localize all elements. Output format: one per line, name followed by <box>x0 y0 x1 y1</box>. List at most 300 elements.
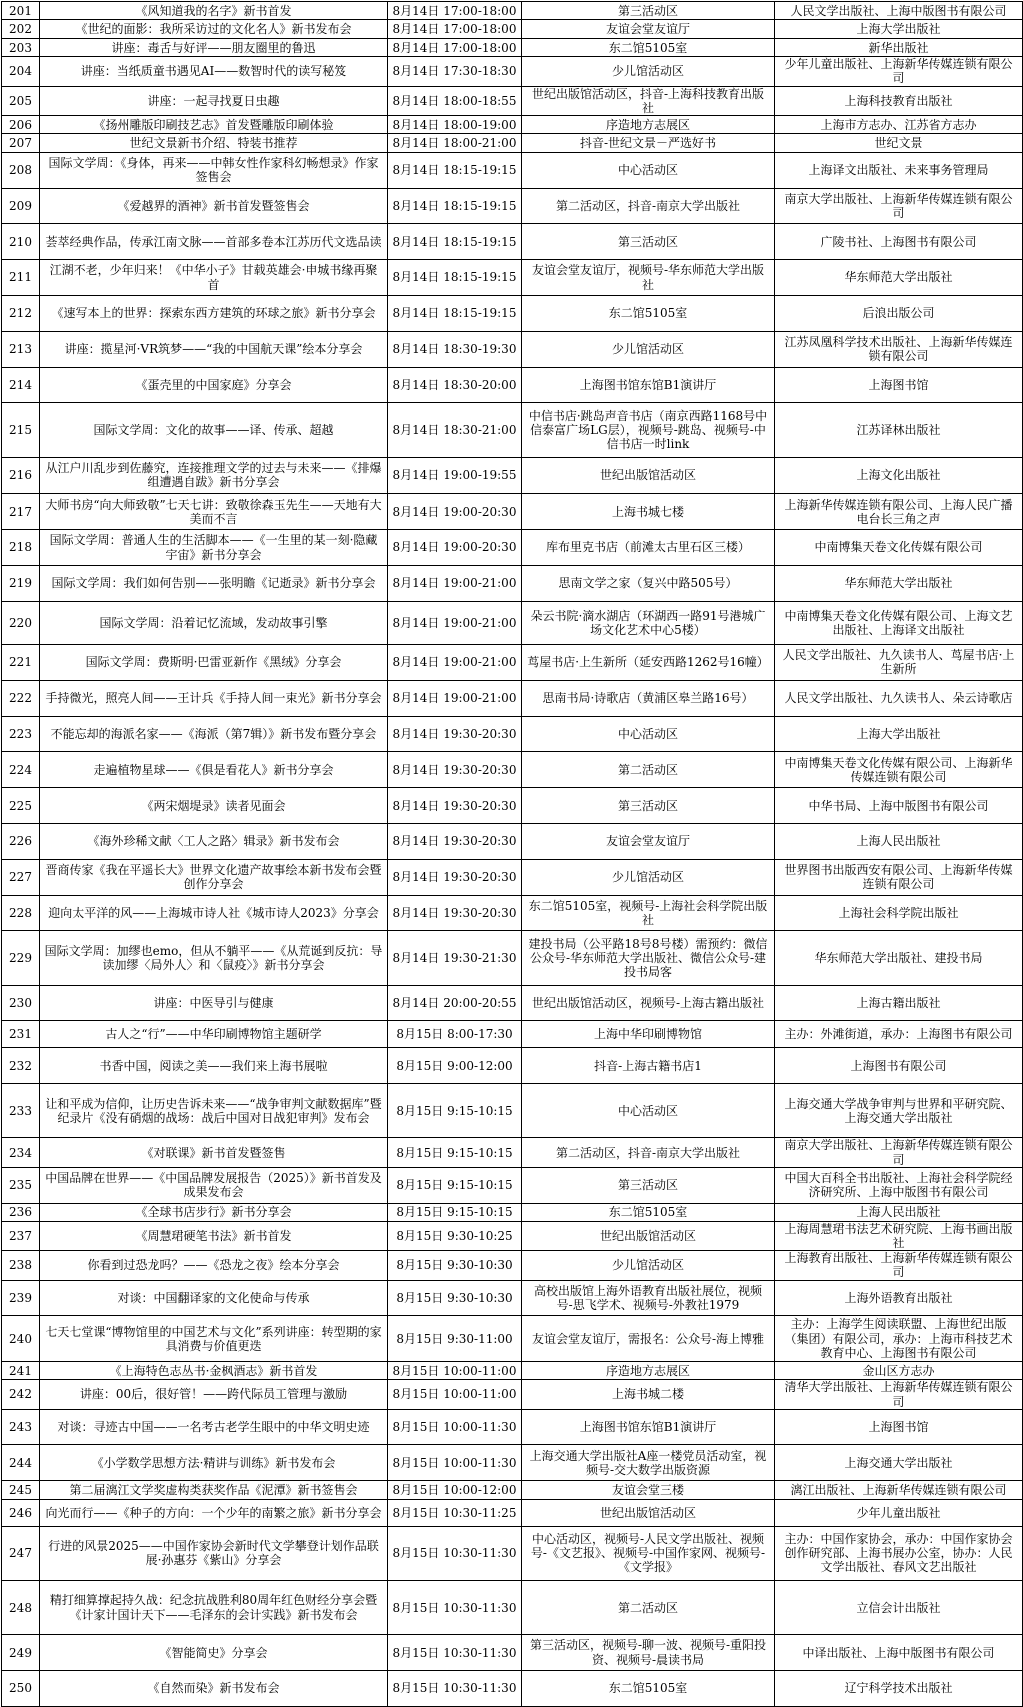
table-row <box>2 1481 1023 1499</box>
event-organizer: 清华大学出版社、上海新华传媒连锁有限公司 <box>775 1380 1023 1409</box>
row-number: 204 <box>2 57 40 86</box>
table-row <box>2 1409 1023 1445</box>
event-title: 荟萃经典作品，传承江南文脉——首部多卷本江苏历代文选品读 <box>40 224 388 260</box>
event-venue: 上海中华印刷博物馆 <box>522 1021 775 1048</box>
event-organizer: 广陵书社、上海图书有限公司 <box>775 224 1023 260</box>
table-row <box>2 1280 1023 1316</box>
event-time: 8月15日 10:30-11:30 <box>388 1581 522 1635</box>
row-number: 236 <box>2 1203 40 1221</box>
row-number: 210 <box>2 224 40 260</box>
event-title: 向光而行——《种子的方向：一个少年的南繁之旅》新书分享会 <box>40 1499 388 1526</box>
row-number: 250 <box>2 1671 40 1707</box>
event-time: 8月14日 19:00-19:55 <box>388 457 522 494</box>
event-title: 大师书房“向大师致敬”七天七讲：致敬徐森玉先生——天地有大美而不言 <box>40 494 388 530</box>
event-venue: 中心活动区 <box>522 716 775 752</box>
event-title: 精打细算撑起持久战：纪念抗战胜利80周年红色财经分享会暨《计家计国计天下——毛泽东的会计实践》新书发布会 <box>40 1581 388 1635</box>
event-time: 8月14日 18:30-20:00 <box>388 367 522 403</box>
table-row <box>2 1635 1023 1671</box>
event-title: 世纪文景新书介绍、特装书推荐 <box>40 134 388 152</box>
row-number: 206 <box>2 115 40 133</box>
table-row <box>2 1581 1023 1635</box>
row-number: 226 <box>2 824 40 860</box>
event-title: 国际文学周：费斯明·巴雷亚新作《黑绒》分享会 <box>40 645 388 681</box>
event-time: 8月15日 10:30-11:25 <box>388 1499 522 1526</box>
event-time: 8月15日 10:00-11:30 <box>388 1409 522 1445</box>
event-venue: 世纪出版馆活动区，抖音-上海科技教育出版社 <box>522 86 775 115</box>
event-organizer: 上海人民出版社 <box>775 1203 1023 1221</box>
event-title: 七天七堂课“博物馆里的中国艺术与文化”系列讲座：转型期的家具消费与价值更迭 <box>40 1316 388 1362</box>
row-number: 209 <box>2 188 40 224</box>
event-venue: 上海图书馆东馆B1演讲厅 <box>522 1409 775 1445</box>
table-row <box>2 152 1023 188</box>
event-venue: 友谊会堂三楼 <box>522 1481 775 1499</box>
row-number: 213 <box>2 331 40 367</box>
table-row <box>2 565 1023 601</box>
event-organizer: 人民文学出版社、九久读书人、朵云诗歌店 <box>775 680 1023 716</box>
event-title: 让和平成为信仰，让历史告诉未来——“战争审判文献数据库”暨纪录片《没有硝烟的战场：战后中国对日战犯审判》发布会 <box>40 1084 388 1138</box>
event-organizer: 主办：上海学生阅读联盟、上海世纪出版（集团）有限公司，承办：上海市科技艺术教育中心、上海图书有限公司 <box>775 1316 1023 1362</box>
event-title: 国际文学周：我们如何告别——张明瞻《记逝录》新书分享会 <box>40 565 388 601</box>
table-row <box>2 1499 1023 1526</box>
row-number: 208 <box>2 152 40 188</box>
event-venue: 库布里克书店（前滩太古里石区三楼） <box>522 530 775 566</box>
event-time: 8月15日 10:00-11:30 <box>388 1445 522 1481</box>
event-venue: 第三活动区，视频号-聊一波、视频号-重阳投资、视频号-晨读书局 <box>522 1635 775 1671</box>
event-organizer: 华东师范大学出版社、建投书局 <box>775 931 1023 985</box>
event-time: 8月14日 19:00-21:00 <box>388 565 522 601</box>
row-number: 215 <box>2 403 40 457</box>
event-time: 8月14日 17:30-18:30 <box>388 57 522 86</box>
event-time: 8月14日 19:00-21:00 <box>388 645 522 681</box>
row-number: 244 <box>2 1445 40 1481</box>
table-row <box>2 38 1023 56</box>
event-title: 走遍植物星球——《俱是看花人》新书分享会 <box>40 752 388 788</box>
event-organizer: 上海社会科学院出版社 <box>775 895 1023 931</box>
event-title: 讲座：当纸质童书遇见AI——数智时代的读写秘笈 <box>40 57 388 86</box>
event-time: 8月14日 17:00-18:00 <box>388 38 522 56</box>
event-organizer: 新华出版社 <box>775 38 1023 56</box>
row-number: 202 <box>2 20 40 38</box>
event-venue: 第二活动区 <box>522 752 775 788</box>
row-number: 203 <box>2 38 40 56</box>
event-title: 手持微光，照亮人间——王计兵《手持人间一束光》新书分享会 <box>40 680 388 716</box>
event-organizer: 南京大学出版社、上海新华传媒连锁有限公司 <box>775 1138 1023 1167</box>
row-number: 222 <box>2 680 40 716</box>
event-organizer: 江苏凤凰科学技术出版社、上海新华传媒连锁有限公司 <box>775 331 1023 367</box>
table-row <box>2 1084 1023 1138</box>
table-row <box>2 788 1023 824</box>
event-organizer: 南京大学出版社、上海新华传媒连锁有限公司 <box>775 188 1023 224</box>
table-row <box>2 895 1023 931</box>
event-title: 古人之“行”——中华印刷博物馆主题研学 <box>40 1021 388 1048</box>
event-organizer: 华东师范大学出版社 <box>775 260 1023 296</box>
row-number: 231 <box>2 1021 40 1048</box>
event-time: 8月15日 9:00-12:00 <box>388 1048 522 1084</box>
event-title: 《周慧珺硬笔书法》新书首发 <box>40 1221 388 1250</box>
event-time: 8月14日 18:00-21:00 <box>388 134 522 152</box>
event-time: 8月14日 19:30-20:30 <box>388 859 522 895</box>
event-title: 《小学数学思想方法·精讲与训练》新书发布会 <box>40 1445 388 1481</box>
event-time: 8月14日 17:00-18:00 <box>388 20 522 38</box>
event-venue: 少儿馆活动区 <box>522 331 775 367</box>
event-organizer: 上海大学出版社 <box>775 716 1023 752</box>
row-number: 229 <box>2 931 40 985</box>
event-organizer: 江苏译林出版社 <box>775 403 1023 457</box>
event-time: 8月14日 18:15-19:15 <box>388 188 522 224</box>
event-organizer: 中南博集天卷文化传媒有限公司、上海新华传媒连锁有限公司 <box>775 752 1023 788</box>
table-row <box>2 1167 1023 1203</box>
table-row <box>2 1380 1023 1409</box>
event-venue: 东二馆5105室 <box>522 1671 775 1707</box>
event-title: 晋商传家《我在平遥长大》世界文化遗产故事绘本新书发布会暨创作分享会 <box>40 859 388 895</box>
row-number: 220 <box>2 601 40 644</box>
event-venue: 世纪出版馆活动区 <box>522 1499 775 1526</box>
row-number: 242 <box>2 1380 40 1409</box>
event-venue: 东二馆5105室，视频号-上海社会科学院出版社 <box>522 895 775 931</box>
event-organizer: 人民文学出版社、九久读书人、茑屋书店·上生新所 <box>775 645 1023 681</box>
event-venue: 中信书店·跳岛声音书店（南京西路1168号中信泰富广场LG层），视频号-跳岛、视频号-中信书店一时link <box>522 403 775 457</box>
row-number: 227 <box>2 859 40 895</box>
schedule-rows <box>2 2 1023 1707</box>
table-row <box>2 224 1023 260</box>
table-row <box>2 752 1023 788</box>
row-number: 238 <box>2 1251 40 1280</box>
table-row <box>2 403 1023 457</box>
event-venue: 世纪出版馆活动区 <box>522 1221 775 1250</box>
event-title: 国际文学周：沿着记忆流域，发动故事引擎 <box>40 601 388 644</box>
event-title: 书香中国，阅读之美——我们来上海书展啦 <box>40 1048 388 1084</box>
event-organizer: 中华书局、上海中版图书有限公司 <box>775 788 1023 824</box>
event-title: 《海外珍稀文献〈工人之路〉辑录》新书发布会 <box>40 824 388 860</box>
table-row <box>2 331 1023 367</box>
event-title: 《蛋壳里的中国家庭》分享会 <box>40 367 388 403</box>
row-number: 239 <box>2 1280 40 1316</box>
row-number: 223 <box>2 716 40 752</box>
event-venue: 中心活动区，视频号-人民文学出版社、视频号-《文艺报》、视频号-中国作家网、视频号-《文学报》 <box>522 1526 775 1580</box>
event-title: 对谈：中国翻译家的文化使命与传承 <box>40 1280 388 1316</box>
event-organizer: 上海图书馆 <box>775 367 1023 403</box>
event-time: 8月15日 9:15-10:15 <box>388 1084 522 1138</box>
event-title: 《世纪的面影：我所采访过的文化名人》新书发布会 <box>40 20 388 38</box>
event-time: 8月14日 18:15-19:15 <box>388 295 522 331</box>
event-venue: 东二馆5105室 <box>522 295 775 331</box>
event-time: 8月14日 20:00-20:55 <box>388 985 522 1021</box>
event-title: 《爱越界的酒神》新书首发暨签售会 <box>40 188 388 224</box>
event-venue: 上海书城七楼 <box>522 494 775 530</box>
event-time: 8月15日 10:00-11:00 <box>388 1361 522 1379</box>
event-organizer: 中南博集天卷文化传媒有限公司、上海文艺出版社、上海译文出版社 <box>775 601 1023 644</box>
event-title: 对谈：寻迹古中国——一名考古老学生眼中的中华文明史迹 <box>40 1409 388 1445</box>
row-number: 237 <box>2 1221 40 1250</box>
event-time: 8月14日 17:00-18:00 <box>388 2 522 20</box>
event-venue: 第三活动区 <box>522 224 775 260</box>
event-organizer: 上海图书有限公司 <box>775 1048 1023 1084</box>
event-venue: 第二活动区，抖音-南京大学出版社 <box>522 188 775 224</box>
table-row <box>2 188 1023 224</box>
event-time: 8月14日 19:00-21:00 <box>388 601 522 644</box>
event-organizer: 华东师范大学出版社 <box>775 565 1023 601</box>
event-venue: 第三活动区 <box>522 1167 775 1203</box>
event-title: 《全球书店步行》新书分享会 <box>40 1203 388 1221</box>
event-venue: 少儿馆活动区 <box>522 859 775 895</box>
event-organizer: 上海新华传媒连锁有限公司、上海人民广播电台长三角之声 <box>775 494 1023 530</box>
event-time: 8月15日 10:30-11:30 <box>388 1526 522 1580</box>
row-number: 241 <box>2 1361 40 1379</box>
event-time: 8月15日 9:15-10:15 <box>388 1203 522 1221</box>
table-row <box>2 2 1023 20</box>
event-time: 8月14日 18:15-19:15 <box>388 224 522 260</box>
table-row <box>2 824 1023 860</box>
event-venue: 序造地方志展区 <box>522 115 775 133</box>
event-venue: 思南书局·诗歌店（黄浦区皋兰路16号） <box>522 680 775 716</box>
event-venue: 少儿馆活动区 <box>522 1251 775 1280</box>
row-number: 233 <box>2 1084 40 1138</box>
event-time: 8月15日 10:00-12:00 <box>388 1481 522 1499</box>
event-title: 讲座：毒舌与好评——朋友圈里的鲁迅 <box>40 38 388 56</box>
event-time: 8月15日 9:15-10:15 <box>388 1167 522 1203</box>
event-title: 国际文学周：文化的故事——译、传承、超越 <box>40 403 388 457</box>
event-time: 8月15日 9:30-10:30 <box>388 1251 522 1280</box>
event-title: 讲座：中医导引与健康 <box>40 985 388 1021</box>
row-number: 234 <box>2 1138 40 1167</box>
event-time: 8月15日 9:30-11:00 <box>388 1316 522 1362</box>
event-organizer: 中南博集天卷文化传媒有限公司 <box>775 530 1023 566</box>
row-number: 248 <box>2 1581 40 1635</box>
event-time: 8月14日 19:00-20:30 <box>388 494 522 530</box>
event-time: 8月15日 8:00-17:30 <box>388 1021 522 1048</box>
event-venue: 东二馆5105室 <box>522 38 775 56</box>
event-title: 从江户川乱步到佐藤究，连接推理文学的过去与未来——《排爆组遭遇自跋》新书分享会 <box>40 457 388 494</box>
event-organizer: 辽宁科学技术出版社 <box>775 1671 1023 1707</box>
row-number: 224 <box>2 752 40 788</box>
event-title: 第二届漓江文学奖虚构类获奖作品《泥潭》新书签售会 <box>40 1481 388 1499</box>
table-row <box>2 1445 1023 1481</box>
table-row <box>2 57 1023 86</box>
event-venue: 第三活动区 <box>522 788 775 824</box>
table-row <box>2 1526 1023 1580</box>
event-venue: 中心活动区 <box>522 1084 775 1138</box>
row-number: 219 <box>2 565 40 601</box>
table-row <box>2 601 1023 644</box>
event-venue: 抖音-世纪文景－严选好书 <box>522 134 775 152</box>
row-number: 216 <box>2 457 40 494</box>
event-venue: 友谊会堂友谊厅，视频号-华东师范大学出版社 <box>522 260 775 296</box>
event-title: 不能忘却的海派名家——《海派（第7辑）》新书发布暨分享会 <box>40 716 388 752</box>
event-venue: 建投书局（公平路18号8号楼）需预约：微信公众号-华东师范大学出版社、微信公众号-建投书局客 <box>522 931 775 985</box>
row-number: 247 <box>2 1526 40 1580</box>
event-title: 《速写本上的世界：探索东西方建筑的环球之旅》新书分享会 <box>40 295 388 331</box>
table-row <box>2 494 1023 530</box>
table-row <box>2 260 1023 296</box>
event-venue: 中心活动区 <box>522 152 775 188</box>
table-row <box>2 645 1023 681</box>
event-venue: 第三活动区 <box>522 2 775 20</box>
row-number: 225 <box>2 788 40 824</box>
row-number: 249 <box>2 1635 40 1671</box>
event-title: 《智能简史》分享会 <box>40 1635 388 1671</box>
row-number: 243 <box>2 1409 40 1445</box>
row-number: 217 <box>2 494 40 530</box>
event-title: 讲座：00后，很好管！——跨代际员工管理与激励 <box>40 1380 388 1409</box>
table-row <box>2 1361 1023 1379</box>
event-organizer: 世界图书出版西安有限公司、上海新华传媒连锁有限公司 <box>775 859 1023 895</box>
event-organizer: 少年儿童出版社、上海新华传媒连锁有限公司 <box>775 57 1023 86</box>
event-title: 江湖不老，少年归来！《中华小子》甘载英雄会·申城书缘再聚首 <box>40 260 388 296</box>
table-row <box>2 1203 1023 1221</box>
event-organizer: 上海图书馆 <box>775 1409 1023 1445</box>
event-venue: 东二馆5105室 <box>522 1203 775 1221</box>
event-venue: 抖音-上海古籍书店1 <box>522 1048 775 1084</box>
table-row <box>2 1138 1023 1167</box>
event-organizer: 世纪文景 <box>775 134 1023 152</box>
event-organizer: 上海市方志办、江苏省方志办 <box>775 115 1023 133</box>
event-venue: 世纪出版馆活动区 <box>522 457 775 494</box>
event-venue: 友谊会堂友谊厅，需报名：公众号-海上博雅 <box>522 1316 775 1362</box>
event-organizer: 上海人民出版社 <box>775 824 1023 860</box>
event-venue: 序造地方志展区 <box>522 1361 775 1379</box>
event-venue: 世纪出版馆活动区，视频号-上海古籍出版社 <box>522 985 775 1021</box>
row-number: 240 <box>2 1316 40 1362</box>
event-time: 8月14日 19:30-20:30 <box>388 752 522 788</box>
event-organizer: 金山区方志办 <box>775 1361 1023 1379</box>
event-title: 讲座：揽星河·VR筑梦——“我的中国航天课”绘本分享会 <box>40 331 388 367</box>
event-title: 《两宋烟堤录》读者见面会 <box>40 788 388 824</box>
event-venue: 思南文学之家（复兴中路505号） <box>522 565 775 601</box>
event-organizer: 上海大学出版社 <box>775 20 1023 38</box>
row-number: 232 <box>2 1048 40 1084</box>
row-number: 245 <box>2 1481 40 1499</box>
table-row <box>2 1316 1023 1362</box>
event-title: 行进的风景2025——中国作家协会新时代文学攀登计划作品联展·孙惠芬《紫山》分享会 <box>40 1526 388 1580</box>
event-organizer: 漓江出版社、上海新华传媒连锁有限公司 <box>775 1481 1023 1499</box>
table-row <box>2 20 1023 38</box>
event-organizer: 中译出版社、上海中版图书有限公司 <box>775 1635 1023 1671</box>
table-row <box>2 134 1023 152</box>
table-row <box>2 530 1023 566</box>
event-organizer: 主办：中国作家协会，承办：中国作家协会创作研究部、上海书展办公室，协办：人民文学出版社、春风文艺出版社 <box>775 1526 1023 1580</box>
table-row <box>2 457 1023 494</box>
event-organizer: 人民文学出版社、上海中版图书有限公司 <box>775 2 1023 20</box>
event-time: 8月14日 18:15-19:15 <box>388 152 522 188</box>
table-row <box>2 86 1023 115</box>
event-title: 迎向太平洋的风——上海城市诗人社《城市诗人2023》分享会 <box>40 895 388 931</box>
row-number: 201 <box>2 2 40 20</box>
event-title: 你看到过恐龙吗？——《恐龙之夜》绘本分享会 <box>40 1251 388 1280</box>
event-time: 8月14日 18:30-19:30 <box>388 331 522 367</box>
event-time: 8月15日 10:30-11:30 <box>388 1635 522 1671</box>
table-row <box>2 716 1023 752</box>
event-time: 8月15日 9:15-10:15 <box>388 1138 522 1167</box>
event-title: 《上海特色志丛书·金枫酒志》新书首发 <box>40 1361 388 1379</box>
event-title: 中国品牌在世界——《中国品牌发展报告（2025）》新书首发及成果发布会 <box>40 1167 388 1203</box>
event-venue: 上海交通大学出版社A座一楼党员活动室，视频号-交大数学出版资源 <box>522 1445 775 1481</box>
event-title: 《对联课》新书首发暨签售 <box>40 1138 388 1167</box>
row-number: 230 <box>2 985 40 1021</box>
event-time: 8月14日 19:30-20:30 <box>388 824 522 860</box>
event-venue: 上海书城二楼 <box>522 1380 775 1409</box>
event-time: 8月14日 19:00-21:00 <box>388 680 522 716</box>
table-row <box>2 985 1023 1021</box>
event-organizer: 上海交通大学战争审判与世界和平研究院、上海交通大学出版社 <box>775 1084 1023 1138</box>
event-organizer: 主办：外滩街道，承办：上海图书有限公司 <box>775 1021 1023 1048</box>
table-row <box>2 931 1023 985</box>
table-row <box>2 295 1023 331</box>
event-organizer: 立信会计出版社 <box>775 1581 1023 1635</box>
event-organizer: 后浪出版公司 <box>775 295 1023 331</box>
event-venue: 第二活动区 <box>522 1581 775 1635</box>
row-number: 211 <box>2 260 40 296</box>
row-number: 214 <box>2 367 40 403</box>
row-number: 221 <box>2 645 40 681</box>
table-row <box>2 1048 1023 1084</box>
event-venue: 少儿馆活动区 <box>522 57 775 86</box>
event-time: 8月14日 19:30-20:30 <box>388 895 522 931</box>
event-organizer: 上海周慧珺书法艺术研究院、上海书画出版社 <box>775 1221 1023 1250</box>
event-title: 国际文学周：《身体，再来——中韩女性作家科幻畅想录》作家签售会 <box>40 152 388 188</box>
event-title: 《扬州雕版印刷技艺志》首发暨雕版印刷体验 <box>40 115 388 133</box>
table-row <box>2 859 1023 895</box>
event-organizer: 上海文化出版社 <box>775 457 1023 494</box>
table-row <box>2 1671 1023 1707</box>
table-row <box>2 115 1023 133</box>
row-number: 246 <box>2 1499 40 1526</box>
event-time: 8月14日 19:30-20:30 <box>388 716 522 752</box>
event-venue: 友谊会堂友谊厅 <box>522 20 775 38</box>
event-title: 《自然而染》新书发布会 <box>40 1671 388 1707</box>
event-title: 国际文学周：加缪也emo，但从不躺平——《从荒诞到反抗：导读加缪〈局外人〉和〈鼠疫〉》新书分享会 <box>40 931 388 985</box>
event-venue: 朵云书院·滴水湖店（环湖西一路91号港城广场文化艺术中心5楼） <box>522 601 775 644</box>
event-time: 8月15日 9:30-10:30 <box>388 1280 522 1316</box>
event-schedule-table <box>1 1 1023 1707</box>
table-row <box>2 1021 1023 1048</box>
table-row <box>2 1221 1023 1250</box>
event-time: 8月14日 19:00-20:30 <box>388 530 522 566</box>
event-time: 8月14日 18:00-18:55 <box>388 86 522 115</box>
event-title: 讲座：一起寻找夏日虫趣 <box>40 86 388 115</box>
event-organizer: 上海外语教育出版社 <box>775 1280 1023 1316</box>
event-organizer: 上海交通大学出版社 <box>775 1445 1023 1481</box>
event-title: 国际文学周：普通人生的生活脚本——《一生里的某一刻·隐藏宇宙》新书分享会 <box>40 530 388 566</box>
event-organizer: 上海古籍出版社 <box>775 985 1023 1021</box>
event-title: 《风知道我的名字》新书首发 <box>40 2 388 20</box>
event-venue: 第二活动区，抖音-南京大学出版社 <box>522 1138 775 1167</box>
event-venue: 高校出版馆上海外语教育出版社展位，视频号-思飞学术、视频号-外教社1979 <box>522 1280 775 1316</box>
event-organizer: 少年儿童出版社 <box>775 1499 1023 1526</box>
event-venue: 茑屋书店·上生新所（延安西路1262号16幢） <box>522 645 775 681</box>
table-row <box>2 680 1023 716</box>
event-time: 8月15日 10:00-11:00 <box>388 1380 522 1409</box>
row-number: 205 <box>2 86 40 115</box>
table-row <box>2 367 1023 403</box>
row-number: 218 <box>2 530 40 566</box>
event-time: 8月14日 19:30-21:30 <box>388 931 522 985</box>
table-row <box>2 1251 1023 1280</box>
event-time: 8月14日 19:30-20:30 <box>388 788 522 824</box>
event-organizer: 上海科技教育出版社 <box>775 86 1023 115</box>
event-organizer: 上海教育出版社、上海新华传媒连锁有限公司 <box>775 1251 1023 1280</box>
event-time: 8月14日 18:00-19:00 <box>388 115 522 133</box>
row-number: 235 <box>2 1167 40 1203</box>
event-time: 8月14日 18:15-19:15 <box>388 260 522 296</box>
row-number: 207 <box>2 134 40 152</box>
event-organizer: 上海译文出版社、未来事务管理局 <box>775 152 1023 188</box>
row-number: 228 <box>2 895 40 931</box>
event-time: 8月15日 9:30-10:25 <box>388 1221 522 1250</box>
event-venue: 上海图书馆东馆B1演讲厅 <box>522 367 775 403</box>
event-time: 8月14日 18:30-21:00 <box>388 403 522 457</box>
event-organizer: 中国大百科全书出版社、上海社会科学院经济研究所、上海中版图书有限公司 <box>775 1167 1023 1203</box>
event-venue: 友谊会堂友谊厅 <box>522 824 775 860</box>
